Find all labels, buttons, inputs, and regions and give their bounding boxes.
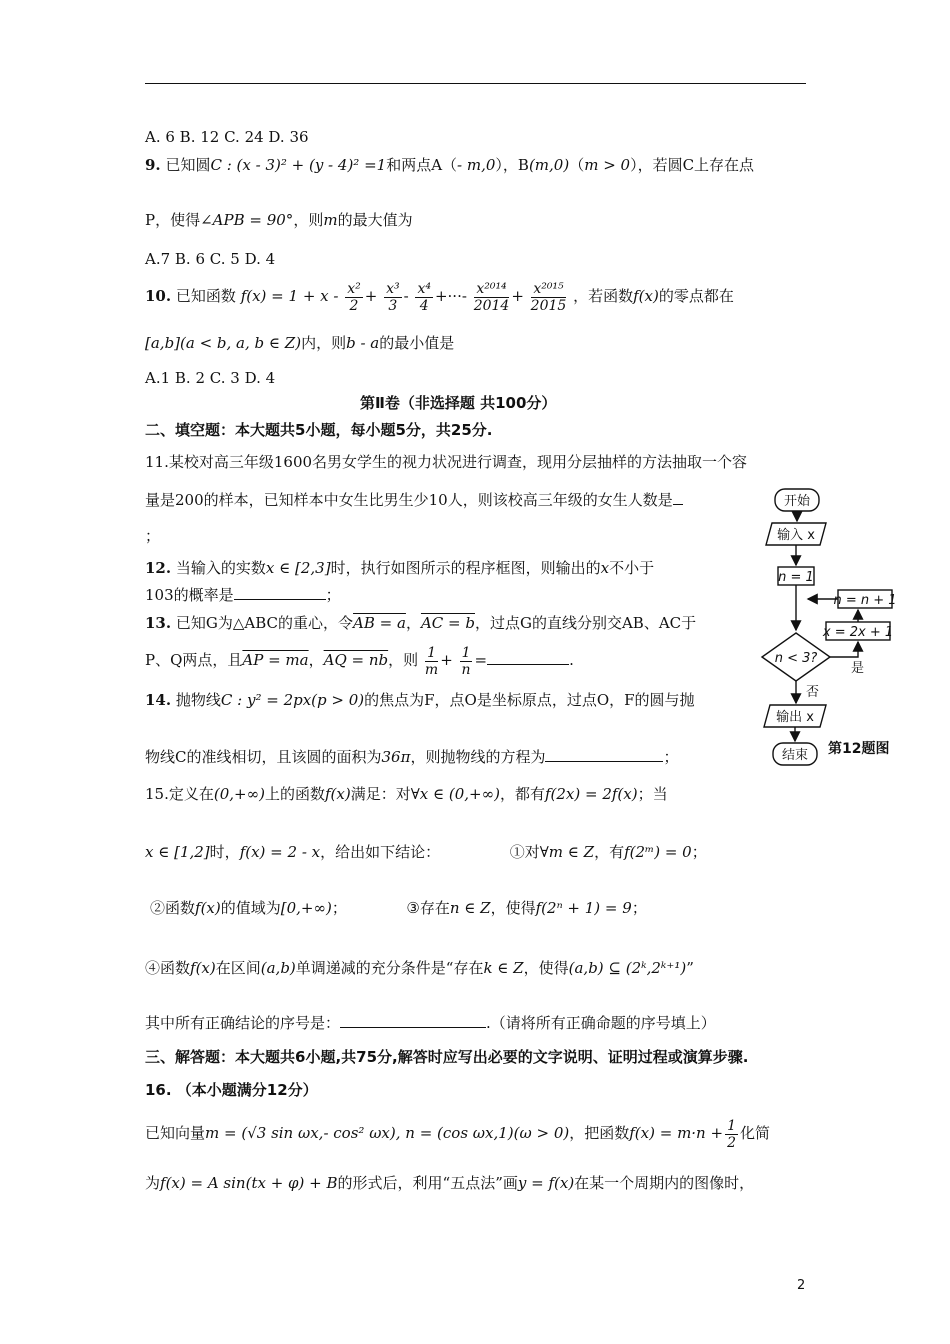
q15-line-3	[150, 898, 647, 918]
q10-func: f(x) = 1 + x -	[240, 287, 339, 305]
q13-vec-ab: AB = a	[353, 614, 406, 632]
q13-frac-n: $\frac{1}{n}$	[461, 644, 471, 678]
q15-claim-4: (a,b) ⊆ (2ᵏ,2ᵏ⁺¹)	[568, 959, 687, 977]
q14-number: 14.	[145, 691, 172, 709]
q9-text: ），若圆C上存在点	[630, 156, 755, 174]
flowchart-yes: 是	[851, 661, 865, 676]
q14-text: 的焦点为F，点O是坐标原点，过点O，F的圆与抛	[364, 691, 695, 709]
q9-point-a: - m,0	[457, 156, 496, 174]
q16-fdef: f(x) = m·n +	[629, 1124, 724, 1142]
flowchart-end-box	[773, 743, 817, 765]
q14-answer-blank	[545, 747, 663, 762]
q9-number: 9.	[145, 156, 161, 174]
q14-line-2	[145, 747, 678, 767]
q14-text: 物线C的准线相切，且该圆的面积为	[145, 748, 382, 766]
q12-line-1	[145, 558, 654, 578]
q12-text: 时，执行如图所示的程序框图，则输出的	[330, 559, 601, 577]
q9-line-1	[145, 155, 754, 175]
q16-yf: y = f(x)	[517, 1174, 575, 1192]
q15-forall: ∀x ∈ (0,+∞)	[410, 785, 500, 803]
q13-text: ，则	[388, 651, 419, 669]
q10-choices: A.1 B. 2 C. 3 D. 4	[145, 369, 276, 387]
q8-choices: A. 6 B. 12 C. 24 D. 36	[145, 128, 309, 146]
q14-area: 36π	[381, 748, 411, 766]
page-number: 2	[797, 1278, 806, 1293]
q9-choices: A.7 B. 6 C. 5 D. 4	[145, 250, 276, 268]
q15-fx: f(x)	[324, 785, 351, 803]
q16-text: 已知向量	[145, 1124, 206, 1142]
q12-line-2	[145, 585, 341, 605]
q15-claim-2: [0,+∞)	[280, 899, 332, 917]
q15-claim-4: ④函数	[145, 959, 191, 977]
q14-line-1	[145, 690, 695, 710]
q9-text: 的最大值为	[337, 211, 413, 229]
q12-answer-blank	[234, 585, 326, 600]
q13-line-2	[145, 642, 574, 678]
q13-text: ，	[308, 651, 324, 669]
q11-answer-blank	[673, 490, 683, 505]
q13-vec-ac: AC = b	[420, 614, 475, 632]
q12-text: 103的概率是	[145, 586, 234, 604]
q10-line-1: 10. 已知函数 f(x) = 1 + x - $\frac{\text{x²}}{2}$ + $\frac{\text{x³}}{3}$ - $\frac{\text{x⁴}}{4}$ +···- $\frac{\text{x²⁰¹⁴}}{2014}$ + $\frac{\text{x²⁰¹⁵}}{2015}$ ，若函数f(x)的零点都在	[145, 280, 734, 314]
q16-text: 为	[145, 1174, 161, 1192]
q10-line-2	[145, 333, 454, 353]
q9-point-b: (m,0)	[528, 156, 570, 174]
q10-term-4: $\frac{\text{x⁴}}{4}$	[417, 280, 431, 314]
q15-claim-2: 的值域为	[220, 899, 281, 917]
flowchart-input-box	[766, 523, 826, 545]
q15-claim-3: f(2ⁿ + 1) = 9	[535, 899, 632, 917]
flowchart-caption: 第12题图	[828, 741, 890, 757]
q14-parabola: C : y² = 2px(p > 0)	[220, 691, 365, 709]
q15-x-range: x ∈ [1,2]	[145, 843, 210, 861]
q9-angle: ∠APB = 90°	[200, 211, 294, 229]
q12-text: 不小于	[609, 559, 655, 577]
q15-text: 满足：对	[350, 785, 411, 803]
q9-text: ，则	[293, 211, 324, 229]
q12-text: 当输入的实数	[175, 559, 266, 577]
q15-text: .（请将所有正确命题的序号填上）	[486, 1014, 716, 1032]
q10-interval: [a,b](a < b, a, b ∈ Z)	[145, 334, 302, 352]
q15-fdef: f(x) = 2 - x	[239, 843, 321, 861]
q9-circle-eq: C : (x - 3)² + (y - 4)² =1	[210, 156, 387, 174]
q16-vectors: m = (√3 sin ωx,- cos² ωx), n = (cos ωx,1)(ω > 0)	[205, 1124, 570, 1142]
q16-text: 的形式后，利用“五点法”画	[337, 1174, 518, 1192]
q15-answer-blank	[340, 1013, 486, 1028]
q15-claim-1: ①对	[509, 843, 540, 861]
q15-claim-4: f(x)	[190, 959, 216, 977]
q16-form: f(x) = A sin(tx + φ) + B	[160, 1174, 338, 1192]
q15-claim-2: ②函数	[150, 899, 196, 917]
q16-text: ，把函数	[569, 1124, 630, 1142]
q9-text: （	[569, 156, 585, 174]
q15-relation: f(2x) = 2f(x)	[544, 785, 638, 803]
q12-text: ；	[325, 586, 341, 604]
q10-diff: b - a	[346, 334, 380, 352]
answer-heading: 三、解答题：本大题共6小题,共75分,解答时应写出必要的文字说明、证明过程或演算步骤.	[145, 1048, 749, 1066]
flowchart-start-box	[775, 489, 819, 511]
q15-line-2	[145, 842, 707, 862]
flowchart-condition-box	[762, 633, 830, 681]
q9-line-2	[145, 210, 413, 230]
q15-text: 其中所有正确结论的序号是：	[145, 1014, 341, 1032]
q15-claim-4: ，使得	[523, 959, 569, 977]
q10-term-2015: $\frac{\text{x²⁰¹⁵}}{2015}$	[530, 280, 567, 314]
flowchart-output-box	[764, 705, 826, 727]
q9-text: P，使得	[145, 211, 201, 229]
q10-text: 的最小值是	[379, 334, 455, 352]
flowchart-output: 输出 x	[776, 710, 814, 725]
q9-text: ），B	[495, 156, 529, 174]
flowchart-input: 输入 x	[777, 528, 815, 543]
q13-vec-aq: AQ = nb	[323, 651, 389, 669]
q15-claim-2: ；	[331, 899, 347, 917]
flowchart-end: 结束	[781, 748, 809, 763]
flowchart-condition: n < 3?	[774, 651, 818, 666]
q15-text: ，都有	[499, 785, 545, 803]
q14-text: ，则抛物线的方程为	[410, 748, 546, 766]
q15-text: 时，	[209, 843, 240, 861]
q15-claim-4: ”	[686, 959, 694, 977]
q15-claim-4: 在区间	[215, 959, 261, 977]
q9-text: 已知圆	[165, 156, 211, 174]
q15-line-5	[145, 1013, 716, 1033]
q13-number: 13.	[145, 614, 172, 632]
q15-claim-1: f(2ᵐ) = 0	[624, 843, 692, 861]
q11-text: 量是200的样本，已知样本中女生比男生少10人，则该校高三年级的女生人数是	[145, 491, 673, 509]
q16-text: 在某一个周期内的图像时，	[574, 1174, 755, 1192]
q13-text: 已知G为△ABC的重心，令	[175, 614, 354, 632]
q10-text: 内，则	[301, 334, 347, 352]
q15-line-4	[145, 958, 694, 978]
q13-frac-m: $\frac{1}{m}$	[424, 644, 439, 678]
q9-condition: m > 0	[584, 156, 631, 174]
q13-line-1	[145, 613, 696, 633]
section-2-title: 第Ⅱ卷（非选择题 共100分）	[360, 394, 557, 412]
q15-claim-4: k ∈ Z	[483, 959, 524, 977]
q15-line-1	[145, 784, 668, 804]
q13-vec-ap: AP = ma	[242, 651, 309, 669]
q10-text: 已知函数	[175, 287, 236, 305]
q15-claim-2: f(x)	[195, 899, 221, 917]
q15-claim-4: 单调递减的充分条件是“存在	[295, 959, 484, 977]
q11-line-2	[145, 490, 683, 510]
q16-text: 化简	[739, 1124, 770, 1142]
q9-text: 和两点A（	[386, 156, 458, 174]
q15-domain: (0,+∞)	[213, 785, 265, 803]
q10-term-3: $\frac{\text{x³}}{3}$	[386, 280, 400, 314]
q13-answer-blank	[487, 650, 569, 665]
q15-claim-4: (a,b)	[260, 959, 296, 977]
q10-fx: f(x)	[633, 287, 659, 305]
q10-term-2: $\frac{\text{x²}}{2}$	[347, 280, 361, 314]
q9-var: m	[323, 211, 338, 229]
q14-text: 抛物线	[175, 691, 221, 709]
q10-text: 的零点都在	[658, 287, 734, 305]
q13-text: =	[474, 651, 488, 669]
q12-number: 12.	[145, 559, 172, 577]
q15-claim-3: ③存在	[406, 899, 450, 917]
q15-claim-1: ∀m ∈ Z	[539, 843, 595, 861]
flowchart-init: n = 1	[778, 570, 814, 585]
header-rule	[145, 83, 806, 84]
flowchart-start: 开始	[783, 494, 811, 509]
q15-claim-3: n ∈ Z	[449, 899, 491, 917]
flowchart-update-n: n = n + 1	[833, 593, 897, 608]
q15-text: 上的函数	[264, 785, 325, 803]
q15-text: ；当	[637, 785, 668, 803]
q12-condition: x ∈ [2,3]	[265, 559, 331, 577]
q16-line-1	[145, 1115, 770, 1151]
q16-line-2	[145, 1173, 754, 1193]
q11-line-3: ；	[145, 527, 161, 545]
q13-text: ，过点G的直线分别交AB、AC于	[474, 614, 697, 632]
q13-text: ，	[405, 614, 421, 632]
q13-text: +	[440, 651, 453, 669]
q15-claim-1: ；	[691, 843, 707, 861]
flowchart-init-box	[778, 567, 814, 585]
q13-text: P、Q两点，且	[145, 651, 243, 669]
q16-half: $\frac{1}{2}$	[727, 1117, 736, 1151]
q14-text: ；	[663, 748, 679, 766]
q15-claim-1: ，有	[594, 843, 625, 861]
q15-claim-3: ；	[631, 899, 647, 917]
q16-title: 16. （本小题满分12分）	[145, 1081, 318, 1099]
q10-text: ，若函数	[573, 287, 634, 305]
q10-number: 10.	[145, 287, 172, 305]
q11-line-1: 11.某校对高三年级1600名男女学生的视力状况进行调查，现用分层抽样的方法抽取一个容	[145, 453, 748, 471]
flowchart-update-n-box	[838, 590, 892, 608]
flowchart-update-x-box	[826, 622, 890, 640]
q12-var: x	[600, 559, 610, 577]
flowchart-no: 否	[806, 685, 820, 700]
fill-in-heading: 二、填空题：本大题共5小题，每小题5分，共25分.	[145, 421, 493, 439]
flowchart-update-x: x = 2x + 1	[822, 625, 894, 640]
q15-claim-3: ，使得	[490, 899, 536, 917]
q13-text: .	[569, 651, 574, 669]
q15-text: 15.定义在	[145, 785, 214, 803]
q10-term-2014: $\frac{\text{x²⁰¹⁴}}{2014}$	[473, 280, 510, 314]
q15-text: ，给出如下结论：	[320, 843, 441, 861]
